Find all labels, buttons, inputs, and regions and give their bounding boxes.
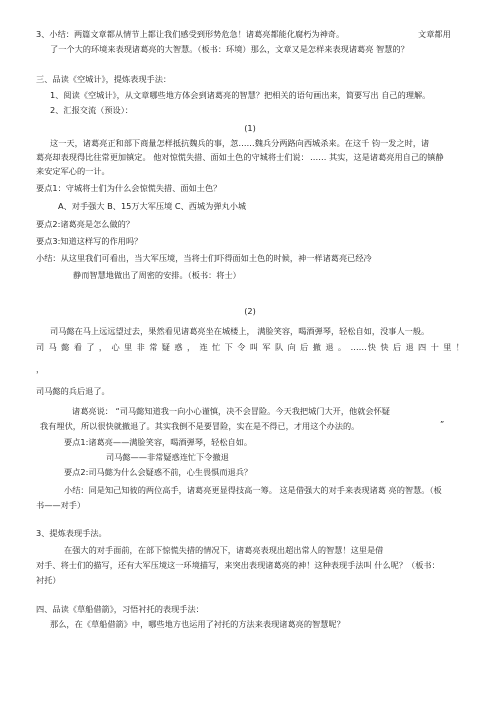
part-1-para-line-2: 葛亮却表现得比往常更加镇定。 他对惊慌失措、面如土色的守城将士们说： [36,152,309,162]
part-1-para-line-3: 来安定军心的一计。 [36,166,110,176]
part-2-point-1: 要点1:诸葛亮——满脸笑容，喝酒弹琴，轻松自如。 [64,437,253,447]
technique-line-1: 在强大的对手面前，在部下惊慌失措的情况下，诸葛亮表现出超出常人的智慧！这里是借 [64,545,384,555]
summary-3-line-1: 3、小结：两篇文章都从情节上都让我们感受到形势危急！诸葛亮都能化腐朽为神奇。 [36,29,345,39]
part-1-summary-line-1: 小结：从这里我们可看出，当大军压境，当将士们吓得面如土色的时候，神一样诸葛亮已经冷 [36,253,372,263]
part-2-summary-line-2: 书——对手） [36,500,86,510]
section-4-line-1: 那么，在《草船借箭》中，哪些地方也运用了衬托的方法来表现诸葛亮的智慧呢？ [50,619,345,629]
part-1-question-1: 要点1：守城将士们为什么会惊慌失措、面如土色？ [36,183,222,193]
part-2-point-2: 要点2:司马懿为什么会疑惑不前，心生畏惧而退兵？ [64,467,253,477]
technique-line-2: 对手、将士们的描写，还有大军压境这一环境描写，来突出表现诸葛亮的神！这种表现手法叫 什么呢？（板书： [36,560,440,570]
technique-line-3: 衬托） [36,575,61,585]
part-1-question-2: 要点2:诸葛亮是怎么做的？ [36,219,135,229]
part-2-para-line-1: 司马懿在马上远远望过去，果然看见诸葛亮坐在城楼上， 满脸笑容，喝酒弹琴，轻松自如，没事人一般。 [50,326,430,336]
section-3-heading: 三、品读《空城计》，提炼表现手法： [36,74,172,84]
part-2-quote-line-2: 我有埋伏，所以很快就撤退了。其实我倒不是要冒险，实在是不得已，才用这个办法的。 [40,421,360,431]
section-4-heading: 四、品读《草船借箭》，习悟衬托的表现手法： [36,604,204,614]
summary-3-line-2: 了一个大的环境来表现诸葛亮的大智慧。（板书：环境）那么，文章又是怎样来表现诸葛亮 智慧的？ [50,44,409,54]
part-1-summary-line-2: 静而智慧地做出了周密的安排。（板书：将士） [73,270,241,280]
part-1-para-line-2-tail: …… 其实，这是诸葛亮用自己的镇静 [310,152,444,162]
part-1-marker: (1) [244,123,256,133]
technique-heading: 3、提炼表现手法。 [36,528,107,538]
section-3-item-2: 2、汇报交流（预设）： [50,105,133,115]
part-1-question-1-options: A、对手强大 B、15万大军压境 C、西城为弹丸小城 [58,201,247,211]
part-2-para-line-3: 司马懿的兵后退了。 [36,386,110,396]
stray-comma: ， [36,364,45,374]
section-3-item-1: 1、阅读《空城计》，从文章哪些地方体会到诸葛亮的智慧？把相关的语句画出来，简要写出 自己的理解。 [50,90,431,100]
part-2-summary-line-1: 小结：同是知己知彼的两位高手，诸葛亮更显得技高一筹。 这是借强大的对手来表现诸葛 亮的智慧。（板 [64,485,442,495]
part-2-marker: (2) [244,306,256,316]
part-2-quote-close: ” [440,419,445,429]
part-2-quote-line-1: 诸葛亮说： “司马懿知道我一向小心谨慎，决不会冒险。今天我把城门大开，他就会怀疑 [72,406,390,416]
summary-3-line-1-tail: 文章都用 [418,29,451,39]
part-1-para-line-1: 这一天，诸葛亮正和部下商量怎样抵抗魏兵的事，忽……魏兵分两路向西城杀来。在这千 钧一发之时，诸 [50,138,430,148]
part-2-point-1b: 司马懿——非常疑惑连忙下令撤退 [106,452,229,462]
part-2-para-line-2: 司 马 懿 看 了 ， 心 里 非 常 疑 惑 ， 连 忙 下 令 叫 军 队 向 后 撤 退 。 ……快 快 后 退 四 十 里 ！ [36,342,464,352]
part-1-question-3: 要点3:知道这样写的作用吗？ [36,236,143,246]
